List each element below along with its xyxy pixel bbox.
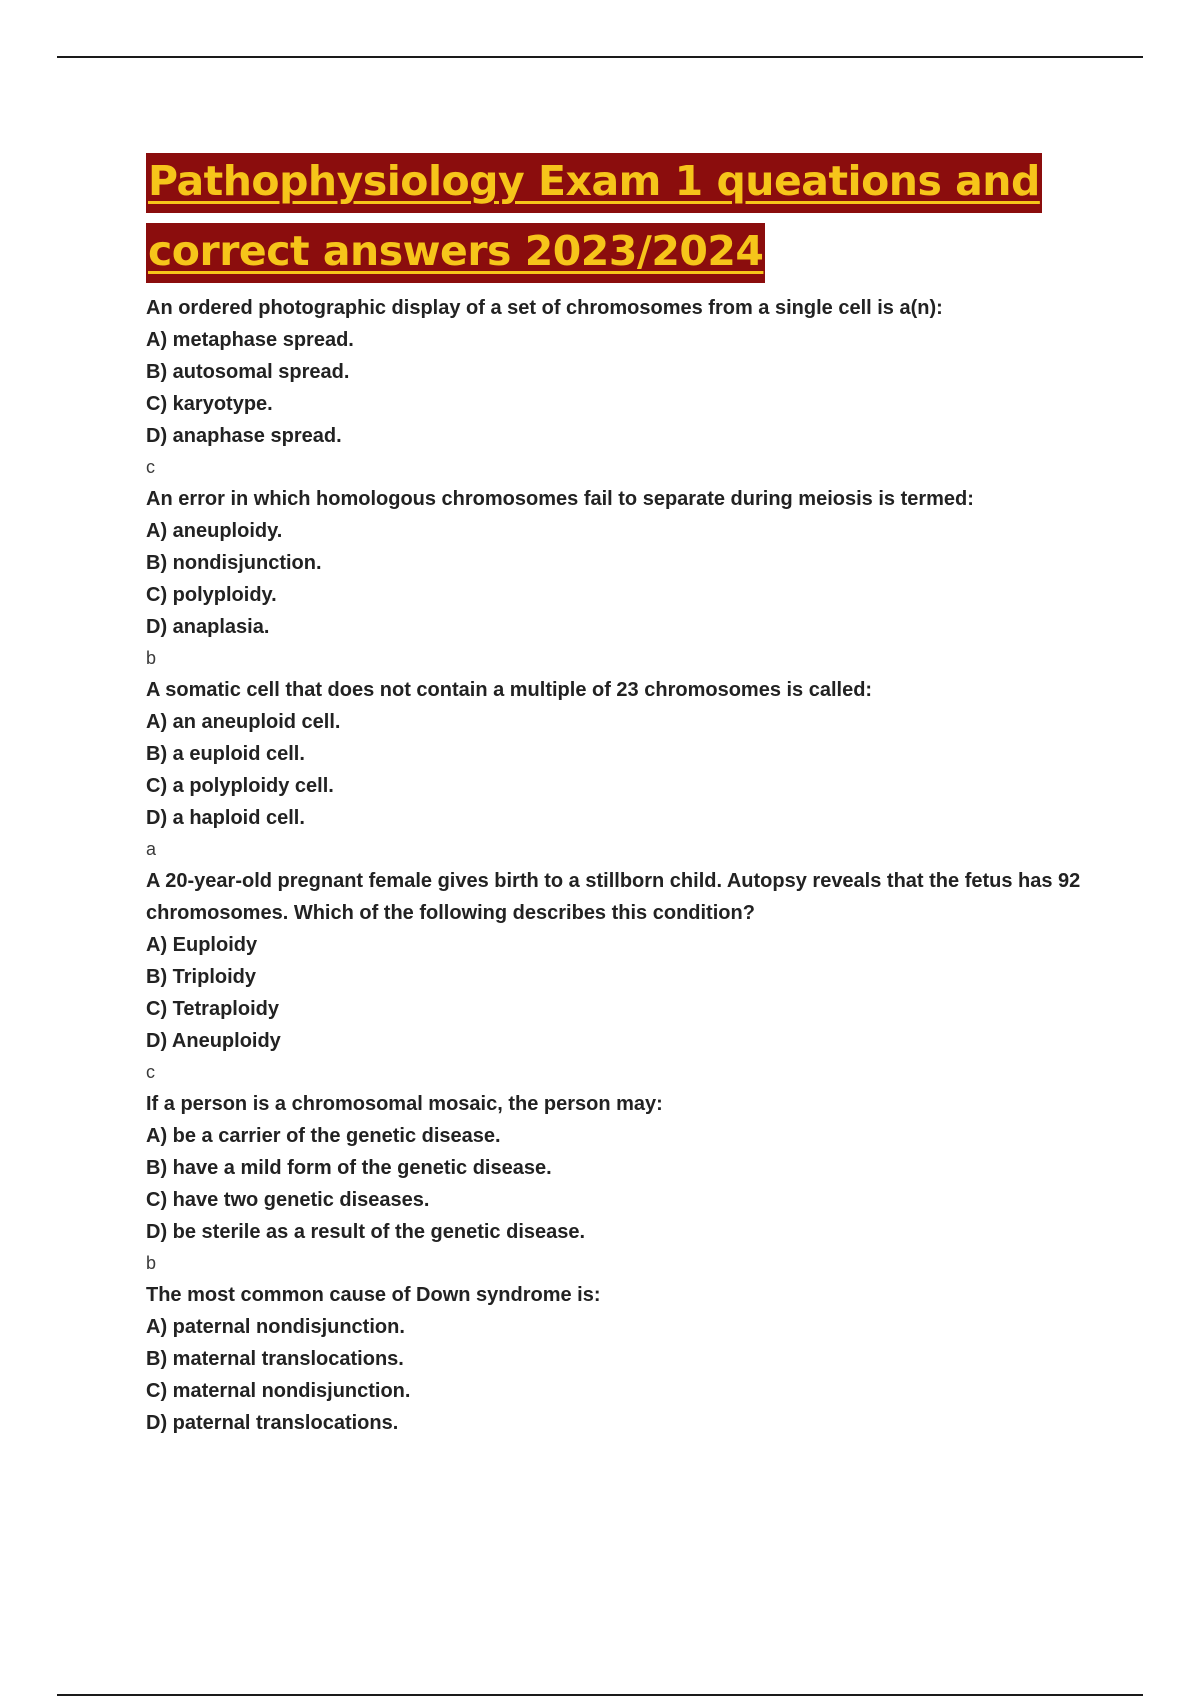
option-d: D) be sterile as a result of the genetic disease.	[146, 1221, 586, 1243]
question-text: If a person is a chromosomal mosaic, the person may:	[146, 1093, 663, 1115]
option-a: A) Euploidy	[146, 934, 258, 956]
title-line-2: correct answers 2023/2024	[146, 223, 765, 283]
question-text: An ordered photographic display of a set of chromosomes from a single cell is a(n):	[146, 297, 943, 319]
option-c: C) have two genetic diseases.	[146, 1189, 430, 1211]
question-block	[146, 1088, 1086, 1279]
question-block	[146, 865, 1086, 1088]
option-d: D) paternal translocations.	[146, 1412, 399, 1434]
answer-key: a	[146, 839, 157, 859]
title-line-1: Pathophysiology Exam 1 queations and	[146, 153, 1042, 213]
question-block	[146, 674, 1086, 865]
question-text: A somatic cell that does not contain a multiple of 23 chromosomes is called:	[146, 679, 873, 701]
document-body	[146, 146, 1086, 1439]
document-title	[146, 146, 1086, 286]
option-d: D) anaphase spread.	[146, 425, 342, 447]
question-text: A 20-year-old pregnant female gives birth to a stillborn child. Autopsy reveals that the fetus has 92 chromosomes. Which of the following describes this condition?	[146, 870, 1081, 924]
option-d: D) a haploid cell.	[146, 807, 305, 829]
option-c: C) Tetraploidy	[146, 998, 279, 1020]
option-b: B) have a mild form of the genetic disease.	[146, 1157, 552, 1179]
option-b: B) Triploidy	[146, 966, 256, 988]
option-b: B) nondisjunction.	[146, 552, 322, 574]
option-a: A) metaphase spread.	[146, 329, 354, 351]
question-text: An error in which homologous chromosomes fail to separate during meiosis is termed:	[146, 488, 974, 510]
footer-rule	[57, 1694, 1143, 1696]
option-c: C) polyploidy.	[146, 584, 277, 606]
answer-key: b	[146, 648, 157, 668]
option-a: A) aneuploidy.	[146, 520, 283, 542]
option-a: A) be a carrier of the genetic disease.	[146, 1125, 501, 1147]
answer-key: c	[146, 1062, 155, 1082]
option-b: B) a euploid cell.	[146, 743, 305, 765]
option-d: D) anaplasia.	[146, 616, 270, 638]
question-block	[146, 483, 1086, 674]
answer-key: c	[146, 457, 155, 477]
question-text: The most common cause of Down syndrome is:	[146, 1284, 601, 1306]
option-b: B) maternal translocations.	[146, 1348, 404, 1370]
option-a: A) paternal nondisjunction.	[146, 1316, 405, 1338]
header-rule	[57, 56, 1143, 58]
option-c: C) karyotype.	[146, 393, 273, 415]
question-block	[146, 292, 1086, 483]
option-c: C) a polyploidy cell.	[146, 775, 334, 797]
option-a: A) an aneuploid cell.	[146, 711, 341, 733]
answer-key: b	[146, 1253, 157, 1273]
option-c: C) maternal nondisjunction.	[146, 1380, 411, 1402]
option-b: B) autosomal spread.	[146, 361, 350, 383]
question-block	[146, 1279, 1086, 1439]
option-d: D) Aneuploidy	[146, 1030, 281, 1052]
